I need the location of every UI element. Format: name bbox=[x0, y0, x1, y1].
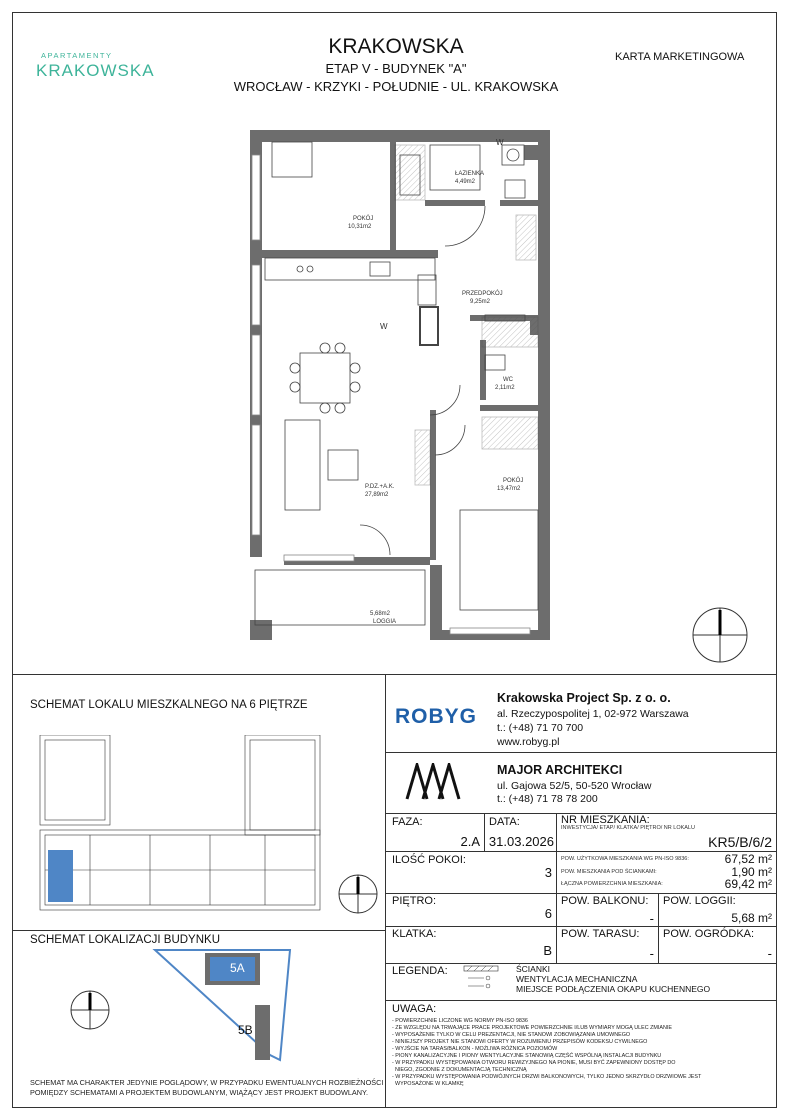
divider-building bbox=[12, 930, 385, 931]
taras-value: - bbox=[649, 946, 654, 961]
building-label-b: 5B bbox=[238, 1023, 253, 1037]
nr-label: NR MIESZKANIA: bbox=[561, 814, 650, 826]
divider-architect bbox=[385, 752, 777, 753]
svg-text:W: W bbox=[380, 322, 388, 331]
table-row-1 bbox=[385, 851, 777, 852]
faza-value: 2.A bbox=[460, 834, 480, 849]
svg-text:4,49m2: 4,49m2 bbox=[455, 179, 476, 185]
note-item: - WYPOSAŻENIE TYLKO W CELU PREZENTACJI, NIE STANOWI ZOBOWIĄZANIA UMOWNEGO bbox=[392, 1032, 631, 1038]
robyg-logo: ROBYG bbox=[395, 705, 478, 728]
pokoi-label: ILOŚĆ POKOI: bbox=[392, 854, 466, 866]
page-subtitle-stage: ETAP V - BUDYNEK "A" bbox=[325, 61, 467, 76]
svg-text:WC: WC bbox=[503, 377, 513, 383]
note-item: NIEGO, ZGODNIE Z DOKUMENTACJĄ TECHNICZNĄ bbox=[392, 1067, 527, 1073]
klatka-value: B bbox=[543, 943, 552, 958]
svg-text:5,68m2: 5,68m2 bbox=[370, 611, 391, 617]
svg-text:POKÓJ: POKÓJ bbox=[503, 478, 524, 484]
balkon-label: POW. BALKONU: bbox=[561, 895, 649, 907]
divider-middle bbox=[385, 674, 386, 1108]
note-item: - ZE WZGLĘDU NA TRWAJĄCE PRACE PROJEKTOWE POWIERZCHNIE I/LUB WYMIARY MOGĄ ULEC ZMIANIE bbox=[392, 1025, 672, 1031]
table-col-2 bbox=[556, 813, 557, 963]
card-type: KARTA MARKETINGOWA bbox=[615, 51, 745, 63]
note-item: - W PRZYPADKU WYSTĘPOWANIA OTWORU REWIZYJNEGO NA PIONIE, MUSI BYĆ ZAPEWNIONY DOSTĘP DO bbox=[392, 1060, 676, 1066]
pietro-label: PIĘTRO: bbox=[392, 895, 437, 907]
compass-rose bbox=[690, 605, 750, 665]
notes-label: UWAGA: bbox=[392, 1003, 437, 1015]
area-label-3: ŁĄCZNA POWIERZCHNIA MIESZKANIA: bbox=[561, 881, 663, 887]
table-row-2 bbox=[385, 893, 777, 894]
loggia-label: POW. LOGGII: bbox=[663, 895, 736, 907]
svg-text:P.DZ.+A.K.: P.DZ.+A.K. bbox=[365, 484, 395, 490]
note-item: - WYJŚCIE NA TARAS/BALKON - MOŻLIWA RÓŻNICA POZIOMÓW bbox=[392, 1046, 558, 1052]
note-item: - PIONY KANALIZACYJNE I PIONY WENTYLACYJNE STANOWIĄ CZĘŚĆ WSPÓLNĄ INSTALACJI BUDYNKU bbox=[392, 1053, 662, 1059]
svg-text:2,11m2: 2,11m2 bbox=[495, 385, 515, 391]
developer-name: Krakowska Project Sp. z o. o. bbox=[497, 691, 671, 705]
architect-phone: t.: (+48) 71 78 78 200 bbox=[497, 793, 598, 805]
svg-text:9,25m2: 9,25m2 bbox=[470, 299, 491, 305]
nr-value: KR5/B/6/2 bbox=[708, 834, 772, 850]
notes-list bbox=[392, 1018, 772, 1088]
taras-label: POW. TARASU: bbox=[561, 928, 640, 940]
pietro-value: 6 bbox=[544, 906, 552, 921]
logo-line2: KRAKOWSKA bbox=[36, 61, 155, 80]
pokoi-value: 3 bbox=[544, 865, 552, 880]
architect-address: ul. Gajowa 52/5, 50-520 Wrocław bbox=[497, 780, 652, 792]
building-compass-icon bbox=[68, 988, 112, 1032]
legend-label: LEGENDA: bbox=[392, 965, 448, 977]
divider-plan bbox=[12, 674, 777, 675]
building-label-a: 5A bbox=[230, 961, 245, 975]
floor-schematic bbox=[30, 735, 330, 915]
legend-symbols bbox=[462, 964, 502, 994]
table-row-5 bbox=[385, 1000, 777, 1001]
floor-schematic-title: SCHEMAT LOKALU MIESZKALNEGO NA 6 PIĘTRZE bbox=[30, 699, 308, 711]
svg-text:W: W bbox=[496, 138, 504, 147]
faza-label: FAZA: bbox=[392, 816, 423, 828]
developer-phone: t.: (+48) 71 70 700 bbox=[497, 722, 584, 734]
building-schematic-title: SCHEMAT LOKALIZACJI BUDYNKU bbox=[30, 934, 221, 946]
area-value-3: 69,42 m² bbox=[724, 877, 772, 891]
disclaimer-line2: POMIĘDZY SCHEMATAMI A PROJEKTEM BUDOWLANYM, WIĄŻĄCY JEST PROJEKT BUDOWLANY. bbox=[30, 1088, 369, 1097]
note-item: WYPOSAŻONE W KLAMKĘ bbox=[392, 1081, 464, 1087]
svg-text:ŁAZIENKA: ŁAZIENKA bbox=[455, 171, 485, 177]
table-col-3 bbox=[658, 893, 659, 963]
area-label-1: POW. UŻYTKOWA MIESZKANIA WG PN-ISO 9836: bbox=[561, 856, 689, 862]
note-item: - POWIERZCHNIE LICZONE WG NORMY PN-ISO 9836 bbox=[392, 1018, 528, 1024]
area-value-1: 67,52 m² bbox=[724, 852, 772, 866]
ogrodek-value: - bbox=[767, 946, 772, 961]
legend-item-1: ŚCIANKI bbox=[516, 964, 551, 974]
page-subtitle-location: WROCŁAW - KRZYKI - POŁUDNIE - UL. KRAKOWSKA bbox=[233, 79, 559, 94]
ogrodek-label: POW. OGRÓDKA: bbox=[663, 928, 755, 940]
area-label-2: POW. MIESZKANIA POD ŚCIANKAMI: bbox=[561, 869, 657, 875]
building-schematic bbox=[150, 945, 300, 1065]
svg-text:LOGGIA: LOGGIA bbox=[373, 619, 397, 625]
schematic-compass-icon bbox=[336, 872, 380, 916]
svg-text:10,31m2: 10,31m2 bbox=[348, 224, 372, 230]
svg-text:PRZEDPOKÓJ: PRZEDPOKÓJ bbox=[462, 291, 503, 297]
legend-item-3: MIEJSCE PODŁĄCZENIA OKAPU KUCHENNEGO bbox=[516, 984, 711, 994]
balkon-value: - bbox=[649, 911, 654, 926]
note-item: - NINIEJSZY PROJEKT NIE STANOWI OFERTY W ROZUMIENIU PRZEPISÓW KODEKSU CYWILNEGO bbox=[392, 1039, 648, 1045]
svg-text:POKÓJ: POKÓJ bbox=[353, 216, 374, 222]
nr-sublabel: INWESTYCJA/ ETAP/ KLATKA/ PIĘTRO/ NR LOKALU bbox=[561, 825, 695, 831]
loggia-value: 5,68 m² bbox=[731, 911, 772, 925]
developer-address: al. Rzeczypospolitej 1, 02-972 Warszawa bbox=[497, 708, 689, 720]
page-title: KRAKOWSKA bbox=[328, 35, 464, 58]
table-row-3 bbox=[385, 926, 777, 927]
data-value: 31.03.2026 bbox=[488, 834, 554, 849]
developer-web[interactable]: www.robyg.pl bbox=[497, 736, 560, 748]
klatka-label: KLATKA: bbox=[392, 928, 437, 940]
svg-text:27,89m2: 27,89m2 bbox=[365, 492, 389, 498]
major-logo-icon bbox=[405, 763, 463, 801]
note-item: - W PRZYPADKU WYSTĘPOWANIA PODWÓJNYCH DRZWI BALKONOWYCH, TYLKO JEDNO SKRZYDŁO DRZWIOWE JEST bbox=[392, 1074, 702, 1080]
logo-line1: APARTAMENTY bbox=[41, 51, 113, 60]
legend-item-2: WENTYLACJA MECHANICZNA bbox=[516, 974, 638, 984]
table-row-4 bbox=[385, 963, 777, 964]
area-value-2: 1,90 m² bbox=[731, 865, 772, 879]
floor-plan bbox=[240, 125, 570, 645]
data-label: DATA: bbox=[489, 816, 520, 828]
architect-name: MAJOR ARCHITEKCI bbox=[497, 763, 623, 777]
svg-text:13,47m2: 13,47m2 bbox=[497, 486, 521, 492]
disclaimer-line1: SCHEMAT MA CHARAKTER JEDYNIE POGLĄDOWY, W PRZYPADKU EWENTUALNYCH ROZBIEŻNOŚCI bbox=[30, 1078, 384, 1087]
